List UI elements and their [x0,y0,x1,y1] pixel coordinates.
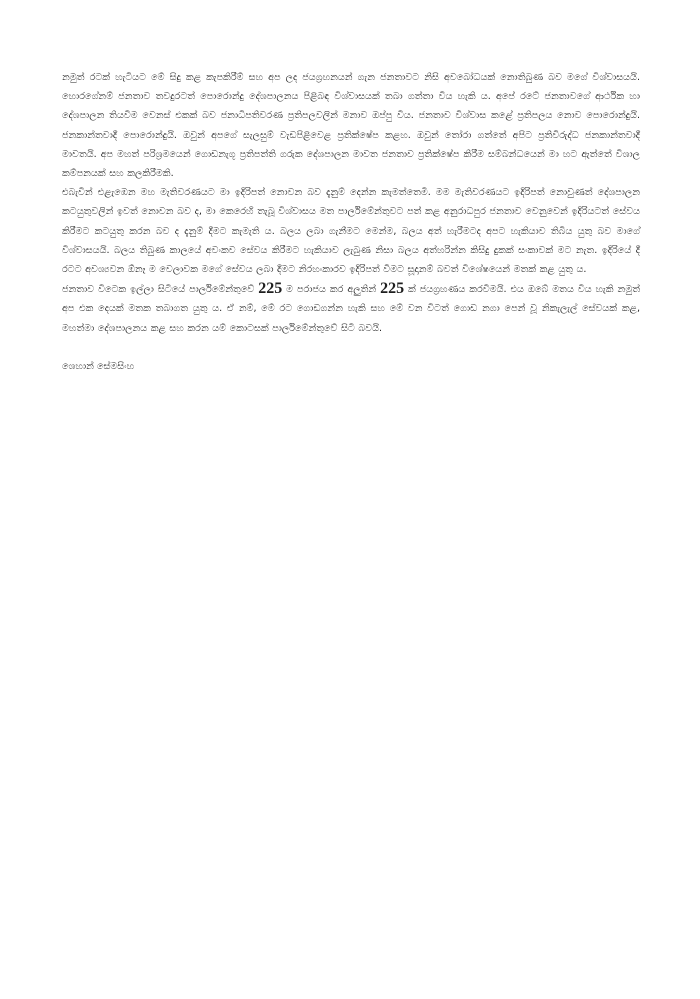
signature-name: ශෙහාන් සේමසිංහ [62,360,135,372]
number-225-second: 225 [380,280,405,298]
number-225-first: 225 [258,280,283,298]
paragraph-3-text-c: ක් ජයග්‍රහණය කරවීමයි. එය ඔබේ මතය විය හැකි නමුත් අප එක දෙයක් මතක තබාගත යුතු ය. ඒ නම්, මේ රට ගොඩගන්න හැකි සහ මේ වන විටත් ගොඩ නගා පෙන් වූ නිකැලැල් සේවයක් කළ, මහත්මා දේශපාලනය කළ සහ කරන යම් කොටසක් පාර්ලිමේන්තුවේ සිටි බවයි. [62,284,641,334]
paragraph-3 [62,279,640,338]
paragraph-3-text-a: ජනතාව විටෙක ඉල්ලා සිටියේ පාර්ලිමේන්තුවේ [62,284,259,296]
letter-body [62,68,640,376]
paragraph-3-text-b: ම පරාජය කර අලුතින් [282,284,381,296]
paragraph-1: නමුත් රටක් හැටියට මේ සිදු කළ කැපකිරීම් සහ අප ලද ජයග්‍රහනයන් ගැන ජනතාවට නිසි අවබෝධයක් නොතිබුණ බව මගේ විශ්වාසයයි. හොරගේනම් ජනතාව තවදුරටත් පොරොන්දු දේශපාලනය පිළිබඳ විශ්වාසයක් තබා ගත්තා විය හැකි ය. අපේ රටේ ජනතාවගේ ආර්ථික හා දේශපාලන තියවීම වෙනස් එකක් බව ජනාධිපතිවරණ ප්‍රතිපලවලින් මනාව ඔප්පු විය. ජනතාව විශ්වාස කළේ ප්‍රතිපලය නොව පොරොන්දුයි. ජනකාන්තවාදී පොරොන්දුයි. ඔවුන් අපගේ සැලසුම් වැඩපිළිවෙළ ප්‍රතික්ෂේප කළහ. ඔවුන් තෝරා ගත්තේ අපිට ප්‍රතිවිරුද්ධ ජනකාන්තවාදී මාවතයි. අප මහත් පරිශ්‍රමයෙන් ගොඩනැගූ ප්‍රතිපත්ති ගරුක දේශපාලන මාවත ජනතාව ප්‍රතික්ෂේප කිරීම සම්බන්ධයෙන් මා හට ඇත්තේ විශාල කම්පනයක් සහ කලකිරීමකි. [62,72,640,180]
paragraph-2: එබැවින් එළැඹෙන මහ මැතිවරණයට මා ඉදිරිපත් නොවන බව දැනුම් දෙන්න කැමත්තෙමි. මම මැතිවරණයට ඉදිරිපත් නොවුණත් දේශපාලන කටයුතුවලින් ඉවත් නොවන බව ද, මා කෙරෙහි තැබූ විශ්වාසය මත පාර්ලිමේන්තුවට පත් කළ අනුරාධපුර ජනතාව වෙනුවෙන් ඉදිරියටත් සේවය කිරීමට කටයුතු කරන බව ද දැනුම් දීමට කැමැති ය. බලය ලබා ගැනීමට මෙන්ම, බලය අත් හැරීමටද අපට හැකියාව තිබිය යුතු බව මාගේ විශ්වාසයයි. බලය තිබුණ කාලයේ අවංකව සේවය කිරීමට හැකියාව ලැබුණ නිසා බලය අත්හරින්න කිසිදු දුකක් සංකාවක් මට නැත. ඉදිරියේ දී රටට අවශ්‍යවන ඕනෑ ම වෙලාවක මගේ සේවය ලබා දීමට නිරහංකාරව ඉදිරිපත් වීමට සූදානම් බවත් විශේෂයෙන් මතක් කළ යුතු ය. [62,187,640,276]
